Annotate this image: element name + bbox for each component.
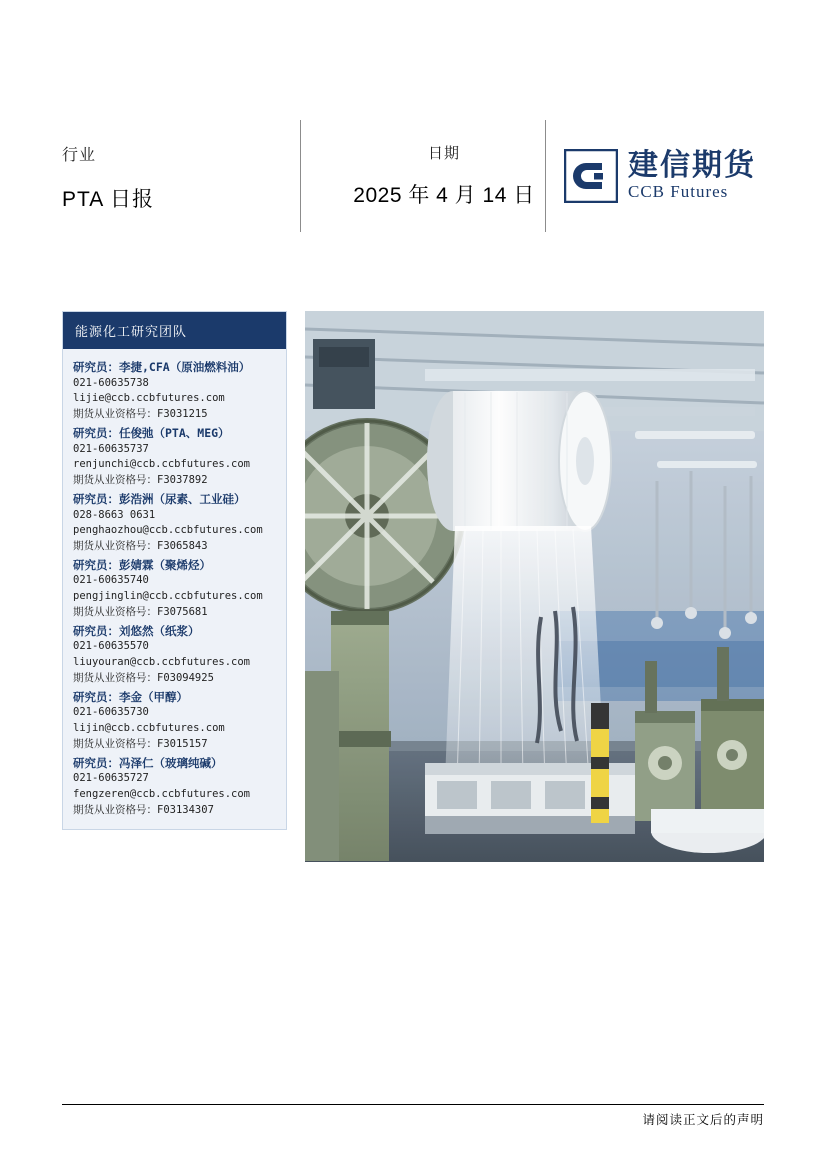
date-label: 日期 bbox=[427, 145, 460, 162]
brand-name-en: CCB Futures bbox=[628, 181, 729, 201]
analyst-item bbox=[73, 623, 278, 687]
analyst-phone: 021-60635740 bbox=[73, 574, 149, 587]
analyst-email[interactable]: lijie@ccb.ccbfutures.com bbox=[73, 392, 225, 405]
analyst-license: 期货从业资格号：F03134307 bbox=[73, 803, 214, 816]
analyst-name: 研究员：李金（甲醇） bbox=[73, 689, 188, 704]
analyst-team-panel bbox=[62, 311, 287, 830]
analyst-phone: 021-60635730 bbox=[73, 706, 149, 719]
analyst-item bbox=[73, 359, 278, 423]
analyst-name: 研究员：任俊弛（PTA、MEG） bbox=[73, 425, 230, 440]
analyst-phone: 021-60635737 bbox=[73, 442, 149, 455]
header-industry-block bbox=[62, 120, 300, 232]
analyst-email[interactable]: pengjinglin@ccb.ccbfutures.com bbox=[73, 590, 263, 603]
analyst-email[interactable]: lijin@ccb.ccbfutures.com bbox=[73, 722, 225, 735]
analyst-license: 期货从业资格号：F3075681 bbox=[73, 605, 208, 618]
analyst-phone: 021-60635738 bbox=[73, 376, 149, 389]
industry-label: 行业 bbox=[62, 147, 97, 164]
analyst-item bbox=[73, 689, 278, 753]
header-logo-block bbox=[546, 120, 764, 232]
page-title: PTA 日报 bbox=[62, 188, 154, 211]
analyst-item bbox=[73, 491, 278, 555]
analyst-phone: 021-60635727 bbox=[73, 772, 149, 785]
analyst-item bbox=[73, 557, 278, 621]
brand-name-zh: 建信期货 bbox=[628, 148, 756, 184]
analyst-name: 研究员：冯泽仁（玻璃纯碱） bbox=[73, 755, 223, 770]
analyst-email[interactable]: fengzeren@ccb.ccbfutures.com bbox=[73, 787, 251, 800]
header-date-block bbox=[301, 120, 545, 232]
brand-text bbox=[628, 150, 756, 202]
analyst-name: 研究员：彭婧霖（聚烯烃） bbox=[73, 557, 211, 572]
analyst-license: 期货从业资格号：F03094925 bbox=[73, 671, 214, 684]
analyst-name: 研究员：彭浩洲（尿素、工业硅） bbox=[73, 491, 246, 506]
analyst-name: 研究员：刘悠然（纸浆） bbox=[73, 623, 200, 638]
footer-divider bbox=[62, 1104, 764, 1105]
analyst-list bbox=[63, 349, 286, 829]
analyst-phone: 021-60635570 bbox=[73, 640, 149, 653]
analyst-email[interactable]: liuyouran@ccb.ccbfutures.com bbox=[73, 656, 251, 669]
analyst-item bbox=[73, 755, 278, 819]
analyst-license: 期货从业资格号：F3037892 bbox=[73, 474, 208, 487]
footer-disclaimer: 请阅读正文后的声明 bbox=[642, 1112, 764, 1127]
analyst-team-heading: 能源化工研究团队 bbox=[63, 312, 286, 349]
date-value: 2025 年 4 月 14 日 bbox=[353, 184, 535, 207]
analyst-license: 期货从业资格号：F3031215 bbox=[73, 408, 208, 421]
analyst-name: 研究员：李捷,CFA（原油燃料油） bbox=[73, 360, 251, 374]
report-header bbox=[62, 120, 764, 232]
brand-logo bbox=[564, 149, 756, 203]
analyst-email[interactable]: penghaozhou@ccb.ccbfutures.com bbox=[73, 524, 263, 537]
analyst-item bbox=[73, 425, 278, 489]
ccb-logo-icon bbox=[564, 149, 618, 203]
analyst-license: 期货从业资格号：F3015157 bbox=[73, 737, 208, 750]
analyst-phone: 028-8663 0631 bbox=[73, 508, 156, 521]
analyst-license: 期货从业资格号：F3065843 bbox=[73, 540, 208, 553]
analyst-email[interactable]: renjunchi@ccb.ccbfutures.com bbox=[73, 458, 251, 471]
cover-photo bbox=[305, 311, 764, 862]
